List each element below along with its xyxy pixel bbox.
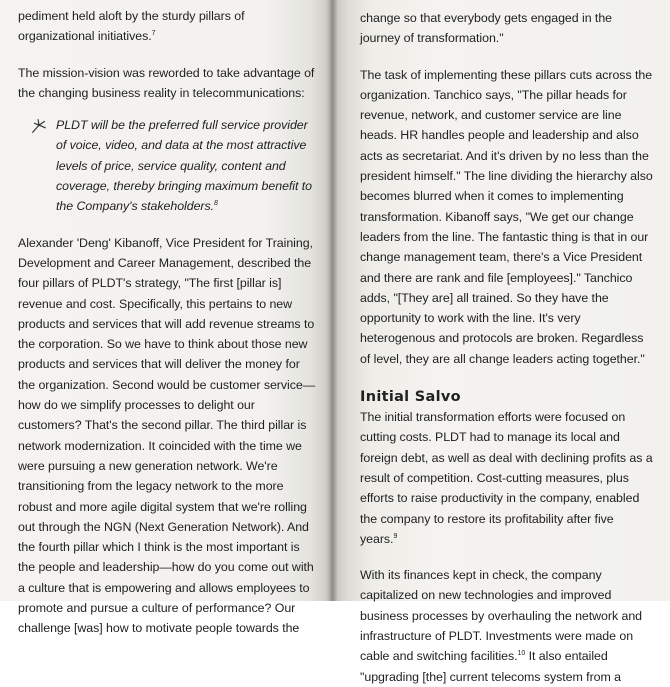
section-heading: Initial Salvo bbox=[360, 389, 461, 406]
footnote-ref-8: 8 bbox=[214, 200, 218, 208]
footnote-ref-10: 10 bbox=[517, 650, 526, 658]
footnote-ref-7: 7 bbox=[151, 30, 156, 38]
right-paragraph-4: With its finances kept in check, the company capitalized on new technologies and improved business processes by overhauling the network and infrastructure of PLDT. Investments were made on cable and switching facilities.$^{10}$ It also entailed "upgrading [the] current telecoms system from a bbox=[360, 568, 643, 684]
right-paragraph-3: The initial transformation efforts were focused on cutting costs. PLDT had to manage its local and foreign debt, as well as deal with declining profits as a result of competition. Cost-cutting measures, plus efforts to raise productivity in the company, enabled the company to restore its profitability after five years.$^9$ bbox=[360, 410, 653, 546]
quote-text: PLDT will be the preferred full service provider of voice, video, and data at the most attractive levels of price, service quality, content and coverage, thereby bringing maximum benefit to the Company's stakeholders.$^8$ bbox=[56, 118, 313, 214]
left-paragraph-1: pediment held aloft by the sturdy pillars of organizational initiatives.$^7$ bbox=[18, 9, 245, 44]
left-paragraph-3: Alexander 'Deng' Kibanoff, Vice President for Training, Development and Career Management, described the four pillars of PLDT's strategy, "The first [pillar is] revenue and cost. Specifically, this pertains to new products and services that will add revenue streams to the corporation. So we have to think about those new products and services that will deliver the money for the organization. Second would be customer service—how do we simplify processes to delight our customers? That's the second pillar. The third pillar is network modernization. It coincided with the time we were pursuing a new generation network. We're transitioning from the legacy network to the more robust and more agile digital system that we're rolling out through the NGN (Next Generation Network). And the fourth pillar which I think is the most important is the people and leadership—how do you come out with a culture that is empowering and allows employees to promote and pursue a culture of performance? Our challenge [was] how to motivate people towards the bbox=[18, 235, 316, 636]
left-page bbox=[0, 0, 330, 636]
star-flourish-icon bbox=[30, 117, 48, 135]
right-paragraph-1: change so that everybody gets engaged in the journey of transformation." bbox=[360, 11, 612, 46]
book-gutter-shadow bbox=[326, 0, 338, 601]
left-paragraph-2: The mission-vision was reworded to take advantage of the changing business reality in telecommunications: bbox=[18, 65, 315, 100]
mission-quote bbox=[18, 115, 318, 216]
right-paragraph-2: The task of implementing these pillars cuts across the organization. Tanchico says, "The pillar heads for revenue, network, and customer service are line heads. HR handles people and leadership and also acts as secretariat. And it's driven by no less than the president himself." The line dividing the hierarchy also becomes blurred when it comes to implementing transformation. Kibanoff says, "We get our change leaders from the line. The fantastic thing is that in our change management team, there's a Vice President and there are rank and file [employees]." Tanchico adds, "[They are] all trained. So they have the opportunity to work with the line. It's very heterogenous and protocols are broken. Regardless of level, they are all change leaders acting together." bbox=[360, 67, 653, 366]
footnote-ref-9: 9 bbox=[393, 532, 398, 540]
right-page bbox=[330, 0, 670, 684]
